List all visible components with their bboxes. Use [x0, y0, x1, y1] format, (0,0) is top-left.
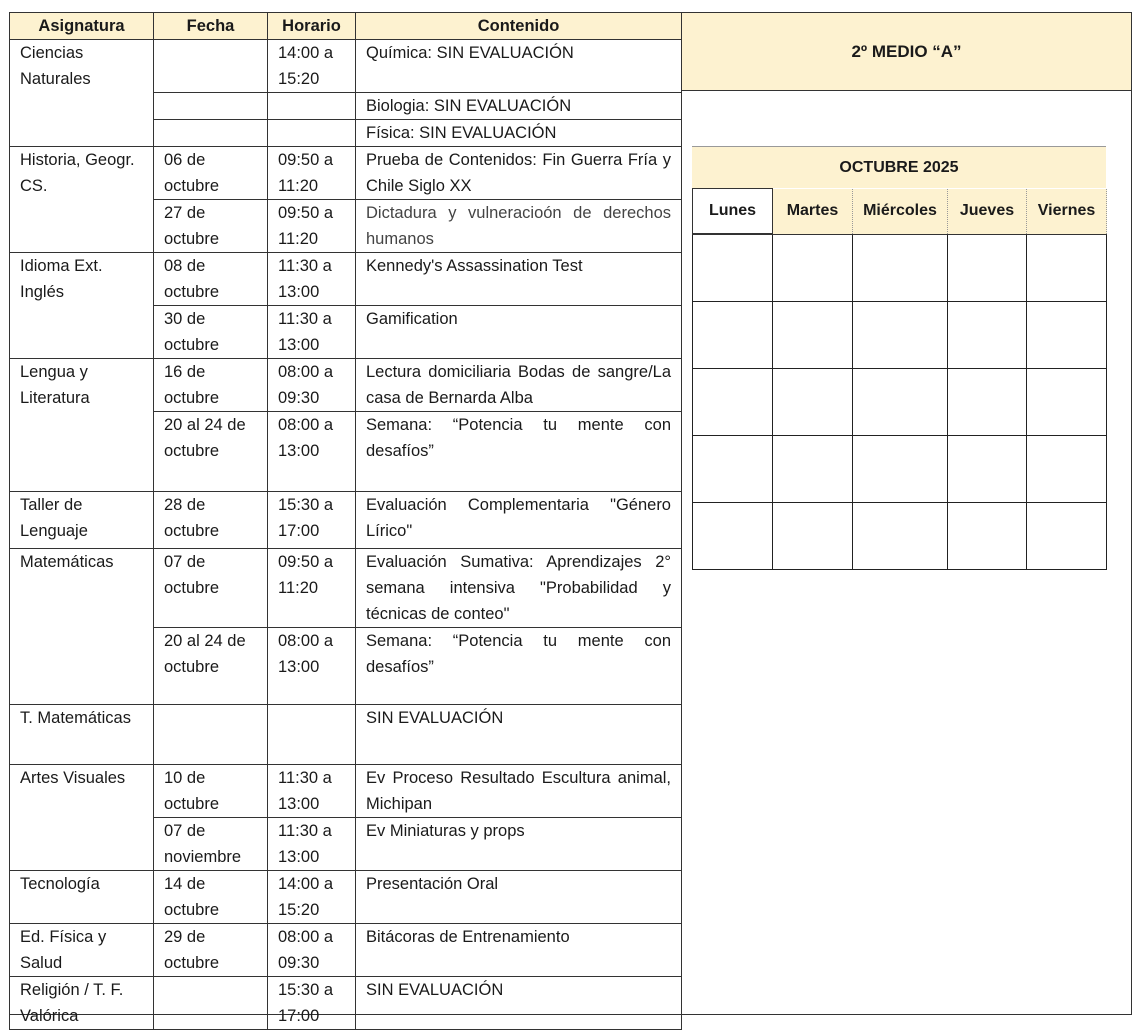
calendar-day-cell — [1027, 369, 1107, 436]
time-cell — [268, 705, 356, 765]
calendar-day-cell — [773, 302, 853, 369]
calendar-day-cell — [693, 503, 773, 570]
calendar-title: OCTUBRE 2025 — [692, 146, 1106, 188]
content-cell: Lectura domiciliaria Bodas de sangre/La casa de Bernarda Alba — [356, 359, 682, 412]
date-cell: 27 de octubre — [154, 200, 268, 253]
calendar-day-cell — [693, 234, 773, 302]
time-cell — [268, 120, 356, 147]
subject-cell: Ciencias Naturales — [10, 40, 154, 147]
date-cell — [154, 977, 268, 1030]
time-cell: 09:50 a 11:20 — [268, 200, 356, 253]
date-cell: 07 de octubre — [154, 549, 268, 628]
calendar-day-cell — [1027, 302, 1107, 369]
calendar-day-cell — [948, 369, 1027, 436]
weekday-tuesday: Martes — [773, 189, 853, 235]
calendar-day-cell — [1027, 503, 1107, 570]
header-date: Fecha — [154, 13, 268, 40]
table-row — [10, 705, 682, 765]
calendar-day-cell — [853, 234, 948, 302]
calendar-day-cell — [773, 369, 853, 436]
calendar-day-cell — [948, 436, 1027, 503]
content-cell: Evaluación Sumativa: Aprendizajes 2° semana intensiva "Probabilidad y técnicas de conteo" — [356, 549, 682, 628]
time-cell: 08:00 a 09:30 — [268, 359, 356, 412]
time-cell — [268, 93, 356, 120]
time-cell: 11:30 a 13:00 — [268, 306, 356, 359]
calendar-week-row — [693, 503, 1107, 570]
subject-cell: T. Matemáticas — [10, 705, 154, 765]
content-cell: SIN EVALUACIÓN — [356, 705, 682, 765]
calendar-weekday-row — [693, 189, 1107, 235]
content-cell: Gamification — [356, 306, 682, 359]
content-cell: Semana: “Potencia tu mente con desafíos” — [356, 412, 682, 492]
date-cell: 14 de octubre — [154, 871, 268, 924]
calendar-day-cell — [853, 369, 948, 436]
content-cell: SIN EVALUACIÓN — [356, 977, 682, 1030]
time-cell: 11:30 a 13:00 — [268, 818, 356, 871]
content-cell: Bitácoras de Entrenamiento — [356, 924, 682, 977]
calendar-day-cell — [773, 503, 853, 570]
date-cell: 28 de octubre — [154, 492, 268, 549]
time-cell: 15:30 a 17:00 — [268, 977, 356, 1030]
calendar-day-cell — [853, 302, 948, 369]
date-cell: 29 de octubre — [154, 924, 268, 977]
content-cell: Kennedy's Assassination Test — [356, 253, 682, 306]
evaluation-schedule-table — [9, 12, 682, 1030]
content-cell: Prueba de Contenidos: Fin Guerra Fría y Chile Siglo XX — [356, 147, 682, 200]
table-row — [10, 924, 682, 977]
calendar-day-cell — [853, 436, 948, 503]
calendar-day-cell — [773, 234, 853, 302]
october-calendar — [692, 146, 1107, 570]
calendar-day-cell — [693, 436, 773, 503]
table-row — [10, 40, 682, 93]
subject-cell: Matemáticas — [10, 549, 154, 705]
table-row — [10, 871, 682, 924]
date-cell — [154, 705, 268, 765]
content-text: Dictadura y vulneracioón de derechos humanos — [366, 204, 671, 248]
calendar-day-cell — [948, 234, 1027, 302]
subject-cell: Historia, Geogr. CS. — [10, 147, 154, 253]
course-title: 2º MEDIO “A” — [681, 12, 1132, 91]
date-cell — [154, 120, 268, 147]
calendar-week-row — [693, 234, 1107, 302]
content-cell: Química: SIN EVALUACIÓN — [356, 40, 682, 93]
subject-cell: Artes Visuales — [10, 765, 154, 871]
content-cell — [356, 200, 682, 253]
weekday-thursday: Jueves — [948, 189, 1027, 235]
content-cell: Presentación Oral — [356, 871, 682, 924]
subject-cell: Idioma Ext. Inglés — [10, 253, 154, 359]
time-cell: 14:00 a 15:20 — [268, 40, 356, 93]
table-row — [10, 359, 682, 412]
calendar-week-row — [693, 302, 1107, 369]
subject-cell: Lengua y Literatura — [10, 359, 154, 492]
date-cell: 16 de octubre — [154, 359, 268, 412]
content-cell: Física: SIN EVALUACIÓN — [356, 120, 682, 147]
header-subject: Asignatura — [10, 13, 154, 40]
subject-cell: Taller de Lenguaje — [10, 492, 154, 549]
date-cell: 10 de octubre — [154, 765, 268, 818]
calendar-day-cell — [853, 503, 948, 570]
calendar-grid — [692, 188, 1107, 570]
time-cell: 11:30 a 13:00 — [268, 765, 356, 818]
table-row — [10, 549, 682, 628]
calendar-day-cell — [773, 436, 853, 503]
date-cell: 30 de octubre — [154, 306, 268, 359]
calendar-day-cell — [1027, 234, 1107, 302]
time-cell: 09:50 a 11:20 — [268, 147, 356, 200]
time-cell: 14:00 a 15:20 — [268, 871, 356, 924]
content-cell: Ev Proceso Resultado Escultura animal, Michipan — [356, 765, 682, 818]
date-cell — [154, 93, 268, 120]
table-row — [10, 765, 682, 818]
time-cell: 08:00 a 09:30 — [268, 924, 356, 977]
header-time: Horario — [268, 13, 356, 40]
calendar-day-cell — [948, 302, 1027, 369]
weekday-friday: Viernes — [1027, 189, 1107, 235]
calendar-day-cell — [948, 503, 1027, 570]
date-cell: 07 de noviembre — [154, 818, 268, 871]
subject-cell: Religión / T. F. Valórica — [10, 977, 154, 1030]
time-cell: 11:30 a 13:00 — [268, 253, 356, 306]
date-cell: 06 de octubre — [154, 147, 268, 200]
time-cell: 09:50 a 11:20 — [268, 549, 356, 628]
calendar-day-cell — [1027, 436, 1107, 503]
table-header-row — [10, 13, 682, 40]
subject-cell: Tecnología — [10, 871, 154, 924]
time-cell: 08:00 a 13:00 — [268, 412, 356, 492]
date-cell — [154, 40, 268, 93]
table-row — [10, 492, 682, 549]
calendar-day-cell — [693, 369, 773, 436]
time-cell: 15:30 a 17:00 — [268, 492, 356, 549]
time-cell: 08:00 a 13:00 — [268, 628, 356, 705]
content-cell: Semana: “Potencia tu mente con desafíos” — [356, 628, 682, 705]
calendar-day-cell — [693, 302, 773, 369]
date-cell: 20 al 24 de octubre — [154, 412, 268, 492]
content-cell: Evaluación Complementaria "Género Lírico" — [356, 492, 682, 549]
table-row — [10, 147, 682, 200]
table-row — [10, 977, 682, 1030]
subject-cell: Ed. Física y Salud — [10, 924, 154, 977]
calendar-week-row — [693, 436, 1107, 503]
weekday-wednesday: Miércoles — [853, 189, 948, 235]
content-cell: Biologia: SIN EVALUACIÓN — [356, 93, 682, 120]
table-row — [10, 253, 682, 306]
weekday-monday: Lunes — [693, 189, 773, 235]
date-cell: 08 de octubre — [154, 253, 268, 306]
date-cell: 20 al 24 de octubre — [154, 628, 268, 705]
header-content: Contenido — [356, 13, 682, 40]
content-cell: Ev Miniaturas y props — [356, 818, 682, 871]
calendar-week-row — [693, 369, 1107, 436]
